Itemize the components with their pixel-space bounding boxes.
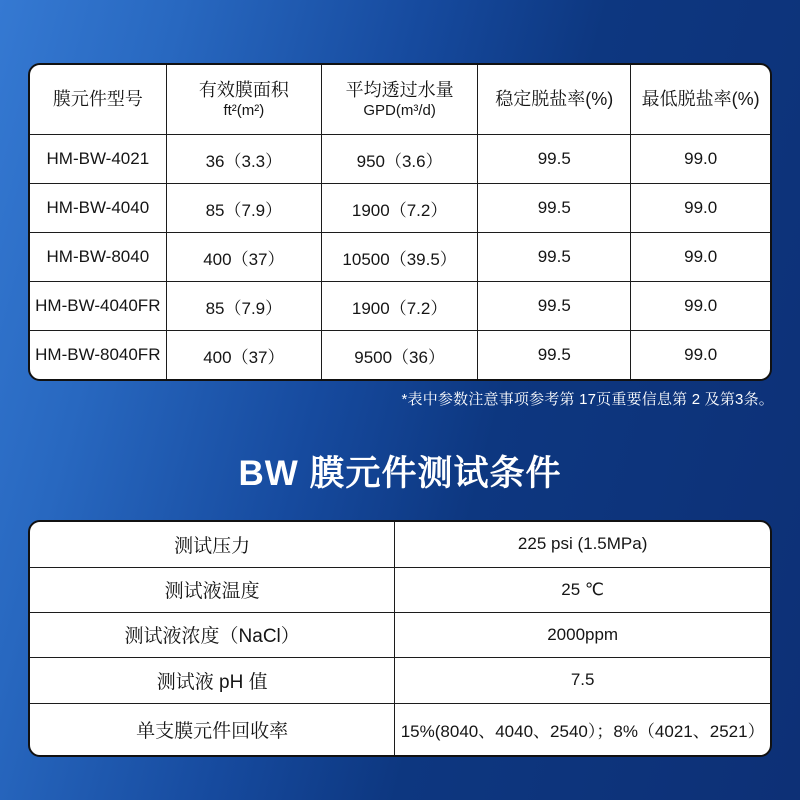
stable-rejection-cell: 99.5 <box>478 135 631 184</box>
condition-row <box>30 522 770 567</box>
page-title: BW 膜元件测试条件 <box>238 454 562 493</box>
model-cell: HM-BW-4021 <box>30 135 166 184</box>
min-rejection-cell: 99.0 <box>631 135 770 184</box>
min-rejection-cell: 99.0 <box>631 282 770 331</box>
flow-cell: 9500（36） <box>322 331 478 380</box>
condition-value: 7.5 <box>395 657 770 703</box>
table-row <box>30 135 770 184</box>
condition-label: 测试压力 <box>30 522 395 567</box>
area-cell: 85（7.9） <box>166 282 321 331</box>
min-rejection-cell: 99.0 <box>631 331 770 380</box>
table-row <box>30 184 770 233</box>
table-row <box>30 282 770 331</box>
spec-table-panel <box>28 63 772 381</box>
flow-cell: 10500（39.5） <box>322 233 478 282</box>
flow-cell: 1900（7.2） <box>322 184 478 233</box>
column-title: 有效膜面积 <box>198 79 289 100</box>
condition-row <box>30 703 770 755</box>
conditions-table-panel <box>28 520 772 757</box>
model-cell: HM-BW-4040FR <box>30 282 166 331</box>
spec-header-row <box>30 65 770 135</box>
flow-cell: 950（3.6） <box>322 135 478 184</box>
column-unit: GPD(m³/d) <box>363 101 436 119</box>
column-title: 最低脱盐率(%) <box>641 89 760 110</box>
column-header-model <box>30 65 166 135</box>
area-cell: 85（7.9） <box>166 184 321 233</box>
column-title: 稳定脱盐率(%) <box>495 89 614 110</box>
area-cell: 400（37） <box>166 233 321 282</box>
flow-cell: 1900（7.2） <box>322 282 478 331</box>
column-title: 膜元件型号 <box>52 89 143 110</box>
model-cell: HM-BW-4040 <box>30 184 166 233</box>
area-cell: 36（3.3） <box>166 135 321 184</box>
condition-row <box>30 612 770 657</box>
column-header-membrane-area <box>166 65 321 135</box>
table-row <box>30 233 770 282</box>
column-unit: ft²(m²) <box>223 101 265 119</box>
stable-rejection-cell: 99.5 <box>478 331 631 380</box>
column-header-permeate-flow <box>322 65 478 135</box>
model-cell: HM-BW-8040FR <box>30 331 166 380</box>
conditions-table <box>30 522 770 755</box>
min-rejection-cell: 99.0 <box>631 184 770 233</box>
min-rejection-cell: 99.0 <box>631 233 770 282</box>
condition-label: 测试液温度 <box>30 567 395 612</box>
spec-table <box>30 65 770 379</box>
stable-rejection-cell: 99.5 <box>478 233 631 282</box>
stable-rejection-cell: 99.5 <box>478 184 631 233</box>
condition-value: 225 psi (1.5MPa) <box>395 522 770 567</box>
column-title: 平均透过水量 <box>345 79 454 100</box>
condition-value: 15%(8040、4040、2540）；8%（4021、2521） <box>395 703 770 755</box>
condition-label: 测试液 pH 值 <box>30 657 395 703</box>
model-cell: HM-BW-8040 <box>30 233 166 282</box>
condition-value: 25 ℃ <box>395 567 770 612</box>
condition-row <box>30 657 770 703</box>
table-row <box>30 331 770 380</box>
column-header-min-rejection <box>631 65 770 135</box>
condition-value: 2000ppm <box>395 612 770 657</box>
condition-row <box>30 567 770 612</box>
condition-label: 测试液浓度（NaCl） <box>30 612 395 657</box>
footnote: *表中参数注意事项参考第 17页重要信息第 2 及第3条。 <box>401 391 774 408</box>
condition-label: 单支膜元件回收率 <box>30 703 395 755</box>
column-header-stable-rejection <box>478 65 631 135</box>
stable-rejection-cell: 99.5 <box>478 282 631 331</box>
area-cell: 400（37） <box>166 331 321 380</box>
